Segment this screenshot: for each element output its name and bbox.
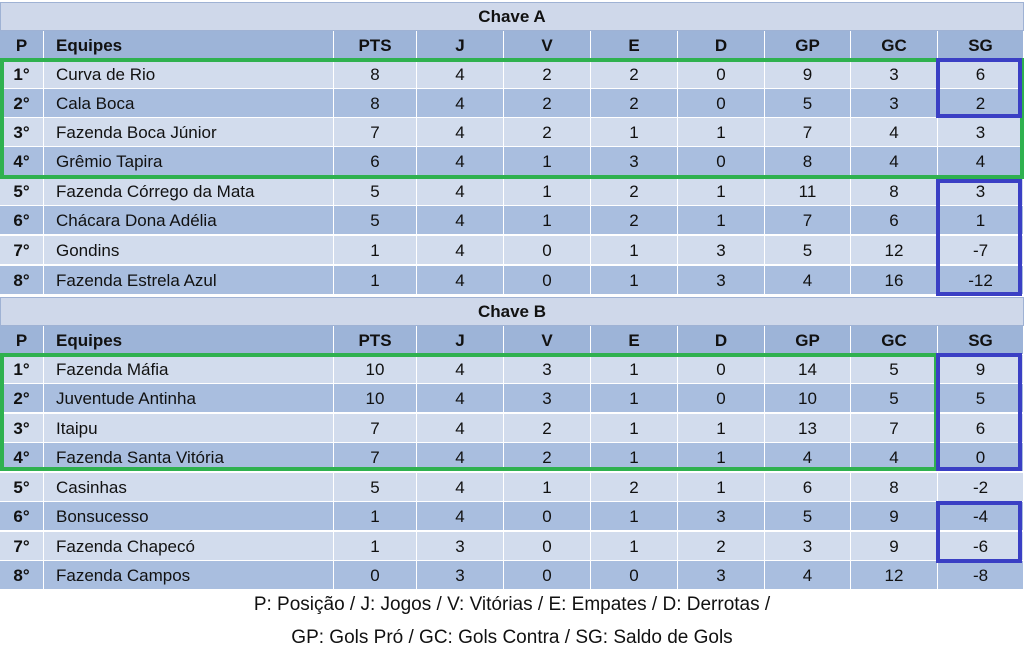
sg-cell: 5 — [938, 384, 1024, 413]
team-name: Juventude Antinha — [44, 384, 334, 413]
table-row — [0, 355, 1024, 384]
sg-cell: -8 — [938, 561, 1024, 590]
table-row — [0, 473, 1024, 502]
j-cell: 4 — [417, 147, 504, 176]
header-v: V — [504, 31, 591, 60]
j-cell: 4 — [417, 384, 504, 413]
v-cell: 0 — [504, 532, 591, 561]
sg-cell: 3 — [938, 177, 1024, 206]
header-e: E — [591, 31, 678, 60]
group-a-header-row — [0, 31, 1024, 60]
header-p: P — [0, 31, 44, 60]
pts-cell: 10 — [334, 355, 417, 384]
pts-cell: 1 — [334, 502, 417, 531]
v-cell: 0 — [504, 266, 591, 295]
gc-cell: 16 — [851, 266, 938, 295]
position-cell: 6° — [0, 206, 44, 235]
sg-cell: 9 — [938, 355, 1024, 384]
table-row — [0, 89, 1024, 118]
gp-cell: 4 — [765, 443, 851, 472]
header-pts: PTS — [334, 326, 417, 355]
pts-cell: 8 — [334, 89, 417, 118]
j-cell: 4 — [417, 502, 504, 531]
d-cell: 1 — [678, 206, 765, 235]
sg-cell: 4 — [938, 147, 1024, 176]
header-d: D — [678, 31, 765, 60]
sg-cell: 1 — [938, 206, 1024, 235]
v-cell: 0 — [504, 561, 591, 590]
j-cell: 4 — [417, 266, 504, 295]
team-name: Fazenda Córrego da Mata — [44, 177, 334, 206]
gp-cell: 3 — [765, 532, 851, 561]
pts-cell: 0 — [334, 561, 417, 590]
sg-cell: -7 — [938, 236, 1024, 265]
header-gc: GC — [851, 31, 938, 60]
pts-cell: 7 — [334, 414, 417, 443]
v-cell: 0 — [504, 236, 591, 265]
pts-cell: 1 — [334, 266, 417, 295]
gc-cell: 3 — [851, 89, 938, 118]
team-name: Gondins — [44, 236, 334, 265]
gp-cell: 7 — [765, 118, 851, 147]
team-name: Grêmio Tapira — [44, 147, 334, 176]
j-cell: 4 — [417, 89, 504, 118]
pts-cell: 10 — [334, 384, 417, 413]
e-cell: 2 — [591, 177, 678, 206]
position-cell: 3° — [0, 414, 44, 443]
gp-cell: 7 — [765, 206, 851, 235]
header-pts: PTS — [334, 31, 417, 60]
team-name: Casinhas — [44, 473, 334, 502]
header-sg: SG — [938, 31, 1024, 60]
gc-cell: 9 — [851, 502, 938, 531]
e-cell: 1 — [591, 502, 678, 531]
pts-cell: 5 — [334, 177, 417, 206]
position-cell: 7° — [0, 532, 44, 561]
position-cell: 1° — [0, 355, 44, 384]
v-cell: 1 — [504, 473, 591, 502]
header-d: D — [678, 326, 765, 355]
gp-cell: 13 — [765, 414, 851, 443]
d-cell: 1 — [678, 414, 765, 443]
table-row — [0, 118, 1024, 147]
pts-cell: 1 — [334, 236, 417, 265]
v-cell: 0 — [504, 502, 591, 531]
d-cell: 0 — [678, 147, 765, 176]
j-cell: 4 — [417, 118, 504, 147]
gc-cell: 6 — [851, 206, 938, 235]
header-j: J — [417, 326, 504, 355]
position-cell: 6° — [0, 502, 44, 531]
d-cell: 0 — [678, 384, 765, 413]
gc-cell: 8 — [851, 177, 938, 206]
e-cell: 2 — [591, 473, 678, 502]
gc-cell: 8 — [851, 473, 938, 502]
gc-cell: 3 — [851, 60, 938, 89]
j-cell: 4 — [417, 177, 504, 206]
d-cell: 1 — [678, 443, 765, 472]
header-gp: GP — [765, 326, 851, 355]
position-cell: 4° — [0, 147, 44, 176]
gc-cell: 7 — [851, 414, 938, 443]
gc-cell: 9 — [851, 532, 938, 561]
position-cell: 2° — [0, 89, 44, 118]
sg-cell: 6 — [938, 60, 1024, 89]
d-cell: 0 — [678, 60, 765, 89]
gp-cell: 5 — [765, 89, 851, 118]
pts-cell: 8 — [334, 60, 417, 89]
j-cell: 4 — [417, 60, 504, 89]
v-cell: 1 — [504, 177, 591, 206]
j-cell: 4 — [417, 443, 504, 472]
team-name: Itaipu — [44, 414, 334, 443]
gp-cell: 5 — [765, 502, 851, 531]
e-cell: 1 — [591, 118, 678, 147]
v-cell: 1 — [504, 206, 591, 235]
group-b-header-row — [0, 326, 1024, 355]
team-name: Curva de Rio — [44, 60, 334, 89]
d-cell: 1 — [678, 118, 765, 147]
position-cell: 8° — [0, 561, 44, 590]
legend-line-2: GP: Gols Pró / GC: Gols Contra / SG: Saldo de Gols — [291, 627, 733, 648]
position-cell: 3° — [0, 118, 44, 147]
position-cell: 5° — [0, 473, 44, 502]
legend-line-1: P: Posição / J: Jogos / V: Vitórias / E: Empates / D: Derrotas / — [253, 594, 771, 615]
sg-cell: 2 — [938, 89, 1024, 118]
header-p: P — [0, 326, 44, 355]
e-cell: 1 — [591, 384, 678, 413]
header-j: J — [417, 31, 504, 60]
j-cell: 3 — [417, 532, 504, 561]
e-cell: 1 — [591, 236, 678, 265]
v-cell: 2 — [504, 414, 591, 443]
e-cell: 1 — [591, 532, 678, 561]
d-cell: 3 — [678, 502, 765, 531]
position-cell: 8° — [0, 266, 44, 295]
header-e: E — [591, 326, 678, 355]
header-gp: GP — [765, 31, 851, 60]
team-name: Fazenda Boca Júnior — [44, 118, 334, 147]
d-cell: 3 — [678, 266, 765, 295]
sg-cell: -2 — [938, 473, 1024, 502]
table-row — [0, 502, 1024, 531]
gc-cell: 5 — [851, 384, 938, 413]
v-cell: 2 — [504, 89, 591, 118]
position-cell: 5° — [0, 177, 44, 206]
position-cell: 1° — [0, 60, 44, 89]
gc-cell: 12 — [851, 236, 938, 265]
v-cell: 2 — [504, 443, 591, 472]
position-cell: 7° — [0, 236, 44, 265]
gp-cell: 4 — [765, 266, 851, 295]
gc-cell: 4 — [851, 118, 938, 147]
team-name: Cala Boca — [44, 89, 334, 118]
team-name: Chácara Dona Adélia — [44, 206, 334, 235]
table-row — [0, 384, 1024, 413]
gp-cell: 4 — [765, 561, 851, 590]
group-b-title: Chave B — [0, 297, 1024, 326]
table-row — [0, 443, 1024, 472]
table-row — [0, 147, 1024, 176]
table-row — [0, 177, 1024, 206]
header-gc: GC — [851, 326, 938, 355]
pts-cell: 6 — [334, 147, 417, 176]
table-row — [0, 414, 1024, 443]
group-a-title: Chave A — [0, 2, 1024, 31]
gc-cell: 5 — [851, 355, 938, 384]
table-row — [0, 532, 1024, 561]
v-cell: 3 — [504, 355, 591, 384]
e-cell: 1 — [591, 443, 678, 472]
team-name: Fazenda Campos — [44, 561, 334, 590]
header-sg: SG — [938, 326, 1024, 355]
gc-cell: 12 — [851, 561, 938, 590]
position-cell: 2° — [0, 384, 44, 413]
pts-cell: 5 — [334, 473, 417, 502]
gp-cell: 9 — [765, 60, 851, 89]
j-cell: 4 — [417, 355, 504, 384]
d-cell: 1 — [678, 177, 765, 206]
sg-cell: 3 — [938, 118, 1024, 147]
gc-cell: 4 — [851, 147, 938, 176]
d-cell: 0 — [678, 355, 765, 384]
d-cell: 3 — [678, 561, 765, 590]
j-cell: 4 — [417, 236, 504, 265]
gp-cell: 8 — [765, 147, 851, 176]
d-cell: 2 — [678, 532, 765, 561]
d-cell: 3 — [678, 236, 765, 265]
e-cell: 0 — [591, 561, 678, 590]
team-name: Bonsucesso — [44, 502, 334, 531]
v-cell: 1 — [504, 147, 591, 176]
v-cell: 2 — [504, 118, 591, 147]
pts-cell: 7 — [334, 443, 417, 472]
gp-cell: 10 — [765, 384, 851, 413]
v-cell: 2 — [504, 60, 591, 89]
e-cell: 2 — [591, 206, 678, 235]
e-cell: 1 — [591, 355, 678, 384]
pts-cell: 5 — [334, 206, 417, 235]
table-row — [0, 266, 1024, 295]
e-cell: 1 — [591, 414, 678, 443]
gp-cell: 11 — [765, 177, 851, 206]
team-name: Fazenda Máfia — [44, 355, 334, 384]
header-v: V — [504, 326, 591, 355]
position-cell: 4° — [0, 443, 44, 472]
gc-cell: 4 — [851, 443, 938, 472]
sg-cell: -4 — [938, 502, 1024, 531]
gp-cell: 6 — [765, 473, 851, 502]
d-cell: 0 — [678, 89, 765, 118]
e-cell: 1 — [591, 266, 678, 295]
sg-cell: -6 — [938, 532, 1024, 561]
table-row — [0, 561, 1024, 590]
e-cell: 3 — [591, 147, 678, 176]
team-name: Fazenda Chapecó — [44, 532, 334, 561]
sg-cell: -12 — [938, 266, 1024, 295]
e-cell: 2 — [591, 60, 678, 89]
pts-cell: 1 — [334, 532, 417, 561]
team-name: Fazenda Santa Vitória — [44, 443, 334, 472]
header-equipes: Equipes — [44, 31, 334, 60]
table-row — [0, 236, 1024, 265]
gp-cell: 14 — [765, 355, 851, 384]
j-cell: 3 — [417, 561, 504, 590]
v-cell: 3 — [504, 384, 591, 413]
sg-cell: 6 — [938, 414, 1024, 443]
header-equipes: Equipes — [44, 326, 334, 355]
table-row — [0, 60, 1024, 89]
d-cell: 1 — [678, 473, 765, 502]
j-cell: 4 — [417, 473, 504, 502]
j-cell: 4 — [417, 206, 504, 235]
e-cell: 2 — [591, 89, 678, 118]
table-row — [0, 206, 1024, 235]
gp-cell: 5 — [765, 236, 851, 265]
sg-cell: 0 — [938, 443, 1024, 472]
team-name: Fazenda Estrela Azul — [44, 266, 334, 295]
j-cell: 4 — [417, 414, 504, 443]
pts-cell: 7 — [334, 118, 417, 147]
